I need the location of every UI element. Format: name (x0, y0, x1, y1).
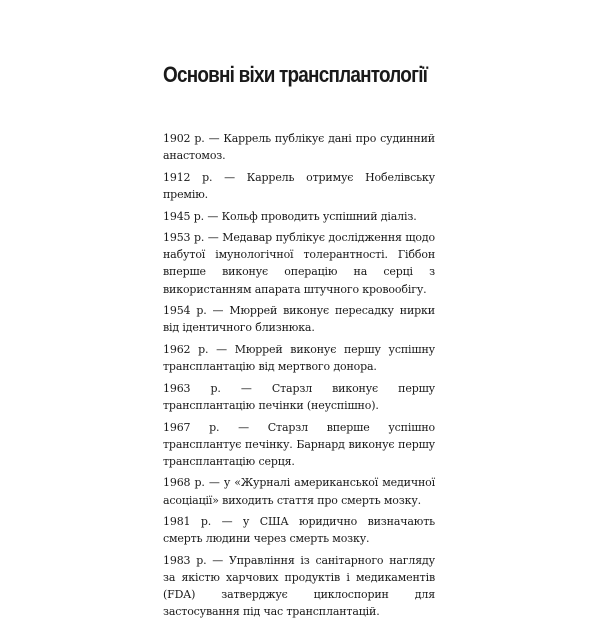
milestone-item (163, 302, 435, 336)
dash: — (207, 231, 219, 245)
milestone-item (163, 229, 435, 297)
milestone-text: Старзл вперше успішно трансплантує печінку. Барнард виконує першу трансплантацію серця. (163, 420, 435, 468)
dash: — (238, 420, 250, 434)
milestone-text: у США юридично визначають смерть людини через смерть мозку. (163, 515, 435, 546)
milestone-text: Медавар публікує дослідження щодо набутої імунологічної толерантності. Гіббон вперше виконує операцію на серці з використанням апарата штучного кровообігу. (163, 231, 435, 296)
milestone-year: 1981 (163, 515, 191, 529)
year-suffix: р. (196, 304, 207, 318)
milestone-item (163, 419, 435, 470)
milestone-year: 1963 (163, 381, 191, 395)
year-suffix: р. (209, 420, 220, 434)
milestone-text: Управління із санітарного нагляду за якістю харчових продуктів і медикаментів (FDA) затверджує циклоспорин для застосування під час трансплантацій. (163, 554, 435, 619)
year-suffix: р. (202, 170, 213, 184)
milestone-text: Мюррей виконує першу успішну трансплантацію від мертвого донора. (163, 343, 435, 374)
year-suffix: р. (193, 209, 205, 223)
milestone-year: 1968 (163, 476, 191, 490)
milestone-item (163, 208, 435, 225)
milestone-item (163, 513, 435, 547)
milestone-item (163, 341, 435, 375)
milestone-text: Старзл виконує першу трансплантацію печінки (неуспішно). (163, 381, 435, 412)
dash: — (240, 381, 252, 395)
year-suffix: р. (196, 554, 207, 567)
milestone-text: Каррель публікує дані про судинний анастомоз. (163, 132, 435, 163)
milestone-item (163, 474, 435, 508)
milestone-item (163, 380, 435, 414)
milestone-list (163, 130, 435, 625)
year-suffix: р. (194, 476, 205, 490)
milestone-year: 1967 (163, 420, 191, 434)
milestone-year: 1983 (163, 554, 191, 567)
dash: — (221, 515, 233, 529)
milestone-year: 1962 (163, 343, 191, 356)
milestone-year: 1902 (163, 132, 191, 145)
dash: — (216, 343, 227, 356)
milestone-year: 1954 (163, 304, 191, 318)
milestone-year: 1945 (163, 209, 191, 223)
page-title: Основні віхи трансплантології (163, 62, 428, 87)
milestone-year: 1912 (163, 170, 191, 184)
milestone-text: Кольф проводить успішний діаліз. (221, 209, 417, 223)
year-suffix: р. (193, 231, 205, 245)
dash: — (208, 476, 220, 490)
milestone-text: Мюррей виконує пересадку нирки від ідентичного близнюка. (163, 304, 435, 335)
milestone-text: Каррель отримує Нобелівську премію. (163, 170, 435, 201)
dash: — (212, 304, 224, 318)
year-suffix: р. (194, 132, 205, 145)
milestone-year: 1953 (163, 231, 191, 245)
milestone-item (163, 130, 435, 164)
year-suffix: р. (198, 343, 209, 356)
year-suffix: р. (200, 515, 212, 529)
milestone-text: у «Журналі американської медичної асоціації» виходить стаття про смерть мозку. (163, 476, 435, 507)
dash: — (207, 209, 219, 223)
dash: — (208, 132, 220, 145)
milestone-item (163, 552, 435, 620)
dash: — (224, 170, 236, 184)
milestone-item (163, 169, 435, 203)
year-suffix: р. (210, 381, 221, 395)
dash: — (212, 554, 224, 567)
